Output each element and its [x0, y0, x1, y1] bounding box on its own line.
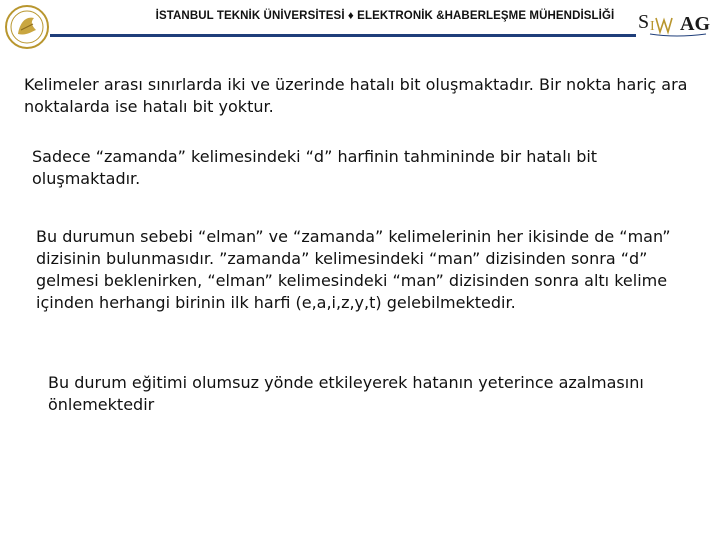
lab-logo — [636, 6, 716, 40]
svg-text:I: I — [650, 19, 655, 34]
paragraph-3: Bu durumun sebebi “elman” ve “zamanda” kelimelerinin her ikisinde de “man” dizisinin bulunmasıdır. ”zamanda” kelimesindeki “man” dizisinden sonra “d” gelmesi beklenirken, “elman” kelimesindeki “man” dizisinden sonra altı kelime içinden herhangi birinin ilk harfi (e,a,i,z,y,t) gelebilmektedir. — [36, 227, 671, 312]
paragraph-4: Bu durum eğitimi olumsuz yönde etkileyerek hatanın yeterince azalmasını önlemektedir — [48, 373, 644, 414]
slide-header — [0, 0, 720, 40]
paragraph-1: Kelimeler arası sınırlarda iki ve üzerinde hatalı bit oluşmaktadır. Bir nokta hariç ara noktalarda ise hatalı bit yoktur. — [24, 75, 688, 116]
svg-text:AG: AG — [680, 13, 710, 35]
svg-text:S: S — [638, 11, 650, 33]
header-title: İSTANBUL TEKNİK ÜNİVERSİTESİ ♦ ELEKTRONİK &HABERLEŞME MÜHENDİSLİĞİ — [155, 10, 615, 22]
header-divider — [50, 34, 636, 37]
paragraph-2: Sadece “zamanda” kelimesindeki “d” harfinin tahmininde bir hatalı bit oluşmaktadır. — [32, 147, 598, 188]
